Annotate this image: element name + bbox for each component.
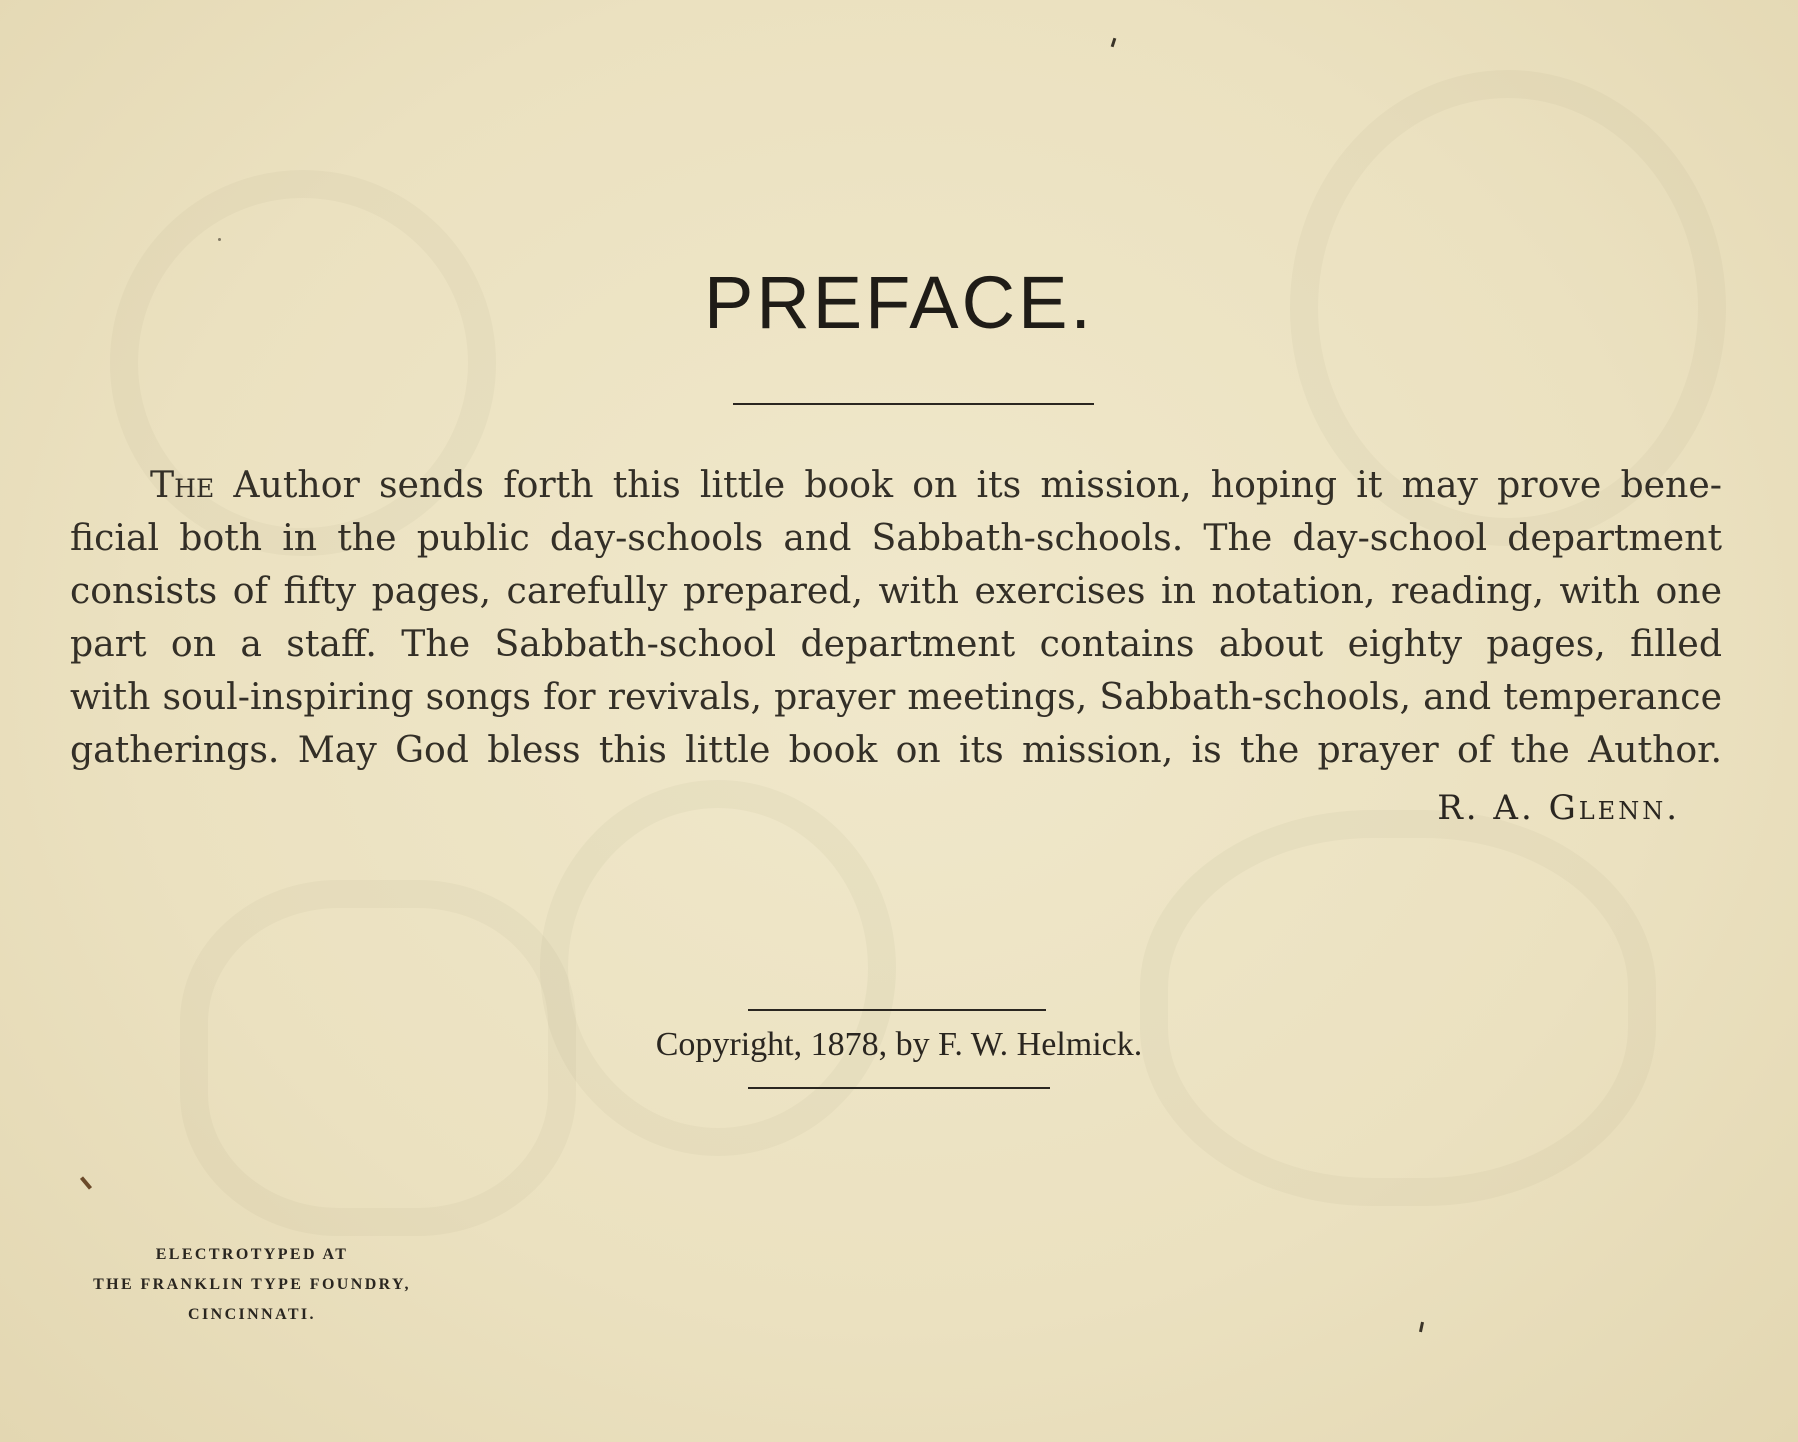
paragraph-line: ficial both in the public day-schools and Sabbath-schools. The day-school department [70, 516, 1722, 559]
preface-paragraph [70, 458, 1722, 776]
imprint-line: CINCINNATI. [188, 1306, 316, 1323]
bleed-through-shape [540, 780, 896, 1156]
paragraph-line: with soul-inspiring songs for revivals, prayer meetings, Sabbath-schools, and temperance [70, 675, 1722, 718]
paragraph-line: gatherings. May God bless this little book on its mission, is the prayer of the Author. [70, 728, 1722, 771]
copyright-notice: Copyright, 1878, by F. W. Helmick. [655, 1026, 1143, 1063]
ink-speck [1111, 38, 1117, 47]
ink-speck [1419, 1322, 1424, 1332]
author-signature: R. A. Glenn. [1437, 788, 1680, 828]
copyright-rule-top [748, 1009, 1046, 1011]
ink-speck [218, 238, 221, 241]
lead-word: The [150, 463, 215, 506]
ink-speck [80, 1176, 92, 1189]
copyright-rule-bottom [748, 1087, 1050, 1089]
imprint-line: ELECTROTYPED AT [155, 1246, 349, 1263]
page-title: PREFACE. [704, 261, 1094, 344]
paragraph-line: part on a staff. The Sabbath-school department contains about eighty pages, filled [70, 622, 1722, 665]
title-divider [733, 403, 1094, 405]
imprint-line: THE FRANKLIN TYPE FOUNDRY, [93, 1276, 411, 1293]
bleed-through-shape [1140, 810, 1656, 1206]
paragraph-line: consists of fifty pages, carefully prepared, with exercises in notation, reading, with one [70, 569, 1722, 612]
printer-imprint [52, 1240, 452, 1330]
lead-line-rest: Author sends forth this little book on its mission, hoping it may prove bene- [233, 463, 1722, 506]
paragraph-line [70, 458, 1722, 511]
